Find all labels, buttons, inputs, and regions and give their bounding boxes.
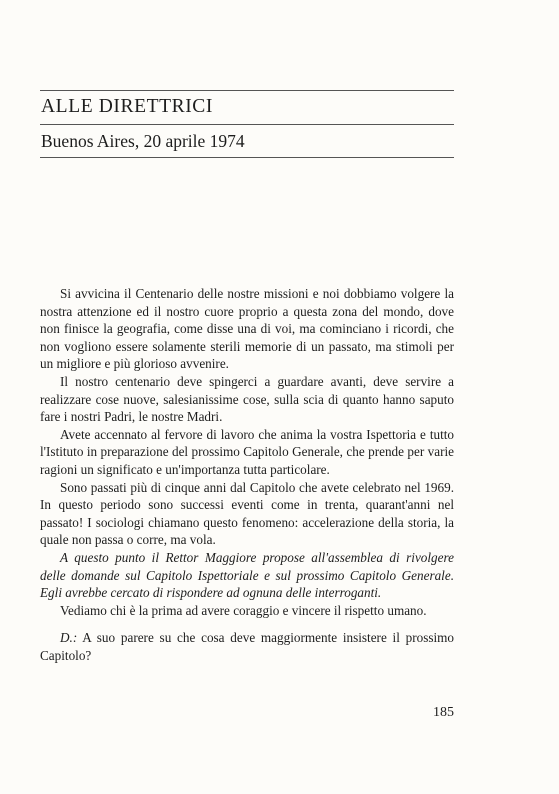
paragraph-4: Sono passati più di cinque anni dal Capitolo che avete celebrato nel 1969. In questo periodo sono successi eventi come in trenta, quarant'anni nel passato! I sociologi chiamano questo fenomeno: accelerazione della storia, la quale non passa o corre, ma vola. (40, 479, 454, 548)
paragraph-3: Avete accennato al fervore di lavoro che anima la vostra Ispettoria e tutto l'Istituto in preparazione del prossimo Capitolo Generale, che prende per varie ragioni un significato e un'importanza tutta particolare. (40, 426, 454, 477)
question-label: D.: (60, 630, 78, 646)
top-rule (40, 90, 454, 91)
italic-narration: A questo punto il Rettor Maggiore propose all'assemblea di rivolgere delle domande sul Capitolo Ispettoriale e sul prossimo Capitolo Generale. Egli avrebbe cercato di rispondere ad ognuna delle interroganti. (40, 549, 454, 601)
paragraph-1: Si avvicina il Centenario delle nostre missioni e noi dobbiamo volgere la nostra attenzione ed il nostro cuore proprio a questa zona del mondo, dove non finisce la geografia, come disse una di voi, ma cominciano i ricordi, che non vogliono essere solamente sterili memorie di un passato, ma stimoli per un migliore e più glorioso avvenire. (40, 286, 454, 372)
page-number: 185 (433, 705, 454, 720)
date-line: Buenos Aires, 20 aprile 1974 (41, 131, 245, 151)
paragraph-2: Il nostro centenario deve spingerci a guardare avanti, deve servire a realizzare cose nuove, salesianissime cose, sulla scia di quanto hanno saputo fare i nostri Padri, le nostre Madri. (40, 373, 454, 425)
section-title: ALLE DIRETTRICI (41, 96, 214, 117)
question-text: A suo parere su che cosa deve maggiormente insistere il prossimo Capitolo? (40, 630, 454, 663)
question-paragraph (40, 629, 454, 664)
paragraph-closing: Vediamo chi è la prima ad avere coraggio e vincere il rispetto umano. (60, 602, 427, 618)
middle-rule (40, 124, 454, 125)
body-text (40, 285, 454, 664)
bottom-rule (40, 157, 454, 158)
